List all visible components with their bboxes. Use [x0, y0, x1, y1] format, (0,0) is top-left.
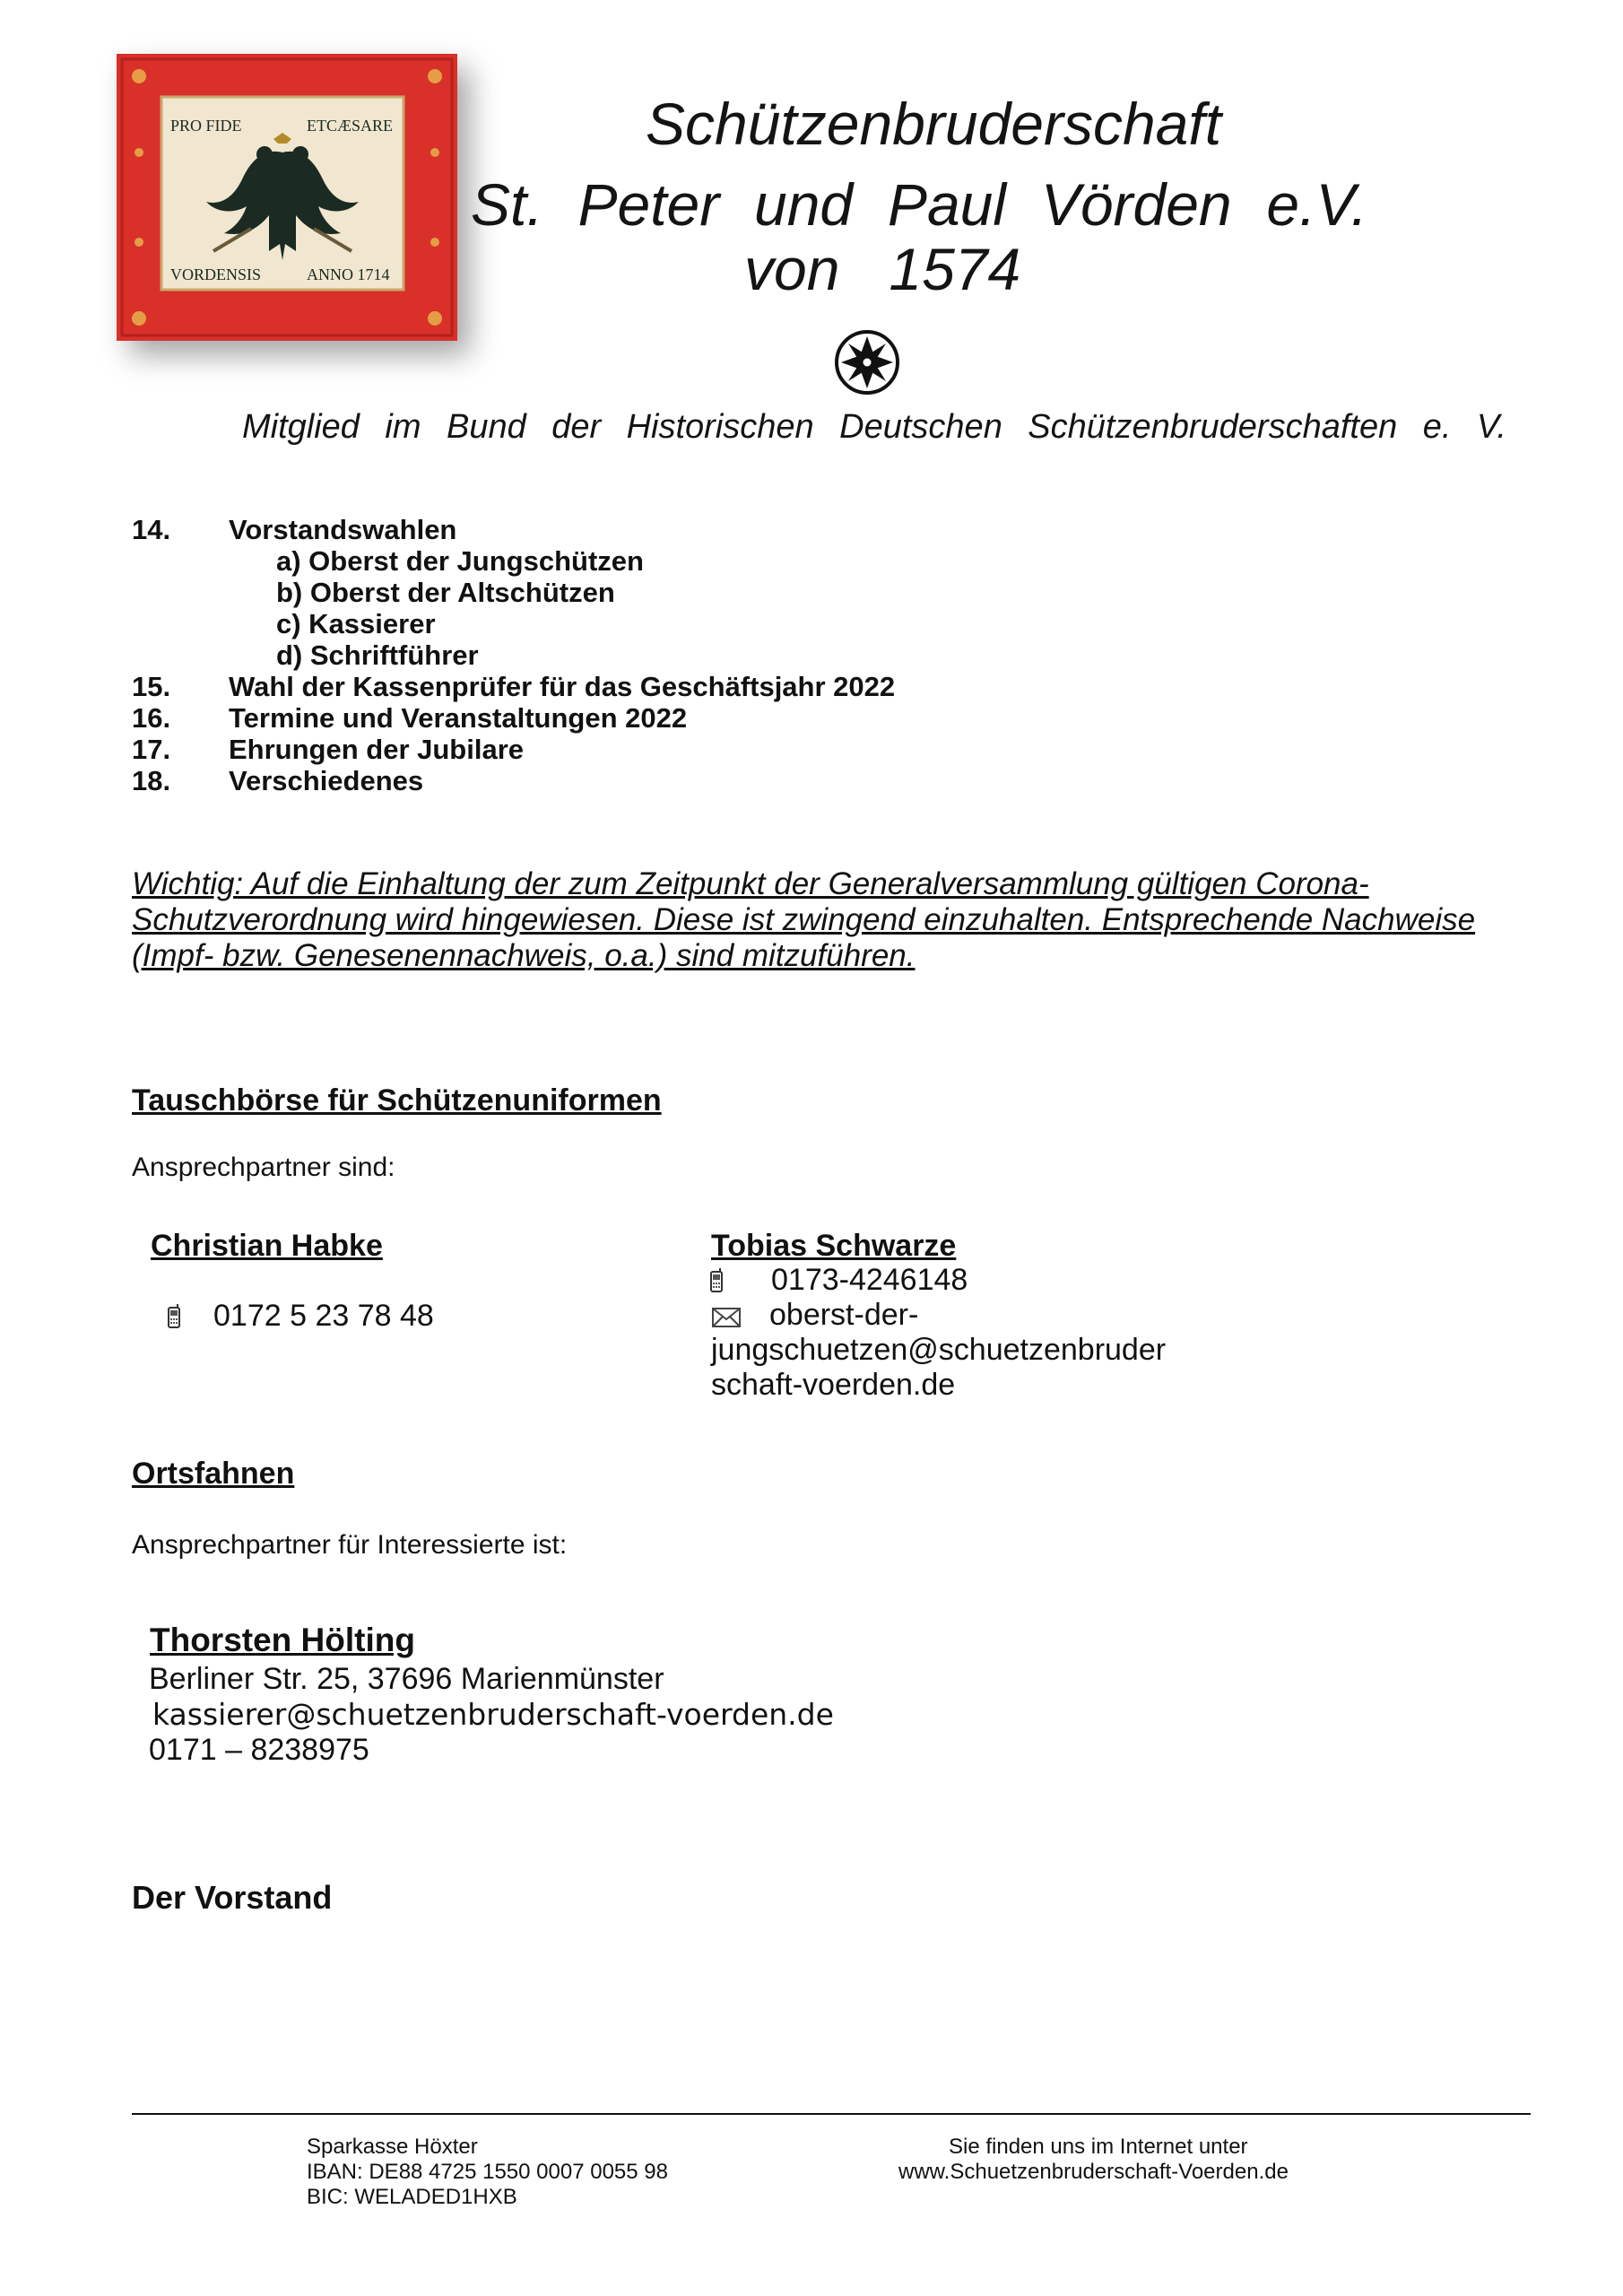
web-url[interactable]: www.Schuetzenbruderschaft-Voerden.de — [898, 2160, 1289, 2184]
ortsfahnen-heading: Ortsfahnen — [132, 1457, 295, 1491]
membership-word: Deutschen — [839, 408, 1002, 446]
ortsfahnen-intro: Ansprechpartner für Interessierte ist: — [132, 1530, 568, 1560]
bank-bic: BIC: WELADED1HXB — [307, 2185, 517, 2209]
banner-text-top-left: PRO FIDE — [170, 117, 242, 135]
agenda-item: Wahl der Kassenprüfer für das Geschäftsjahr 2022 — [229, 671, 896, 702]
footer-bank — [307, 2135, 668, 2210]
agenda-subitem: b) Oberst der Altschützen — [276, 577, 615, 608]
membership-word: Bund — [447, 408, 526, 446]
contact-name-habke: Christian Habke — [151, 1229, 383, 1263]
banner-text-top-right: ETCÆSARE — [307, 117, 394, 135]
association-title: Schützenbruderschaft — [646, 91, 1222, 157]
footer-divider — [132, 2113, 1531, 2115]
federation-cross-icon — [834, 329, 900, 396]
agenda-subitem: d) Schriftführer — [276, 639, 479, 671]
agenda-number: 17. — [132, 734, 171, 765]
agenda-number: 14. — [132, 514, 171, 545]
phone-hoelting: 0171 – 8238975 — [149, 1733, 369, 1767]
agenda-number: 15. — [132, 671, 171, 702]
corona-notice — [132, 866, 1513, 974]
agenda-number: 16. — [132, 702, 171, 734]
envelope-icon — [712, 1308, 741, 1327]
email-hoelting[interactable]: kassierer@schuetzenbruderschaft-voerden.de — [152, 1697, 834, 1732]
notice-line: Wichtig: Auf die Einhaltung der zum Zeitpunkt der Generalversammlung gültigen Corona- — [132, 866, 1369, 901]
mobile-phone-icon — [709, 1268, 724, 1293]
email-schwarze-part2[interactable]: jungschuetzen@schuetzenbruder — [711, 1333, 1167, 1367]
agenda-number: 18. — [132, 765, 171, 796]
title-word: St. — [471, 171, 543, 238]
membership-line — [242, 408, 1506, 447]
email-schwarze-part3[interactable]: schaft-voerden.de — [711, 1368, 956, 1402]
notice-line: (Impf- bzw. Genesenennachweis, o.a.) sind mitzuführen. — [132, 938, 916, 973]
membership-word: Schützenbruderschaften — [1028, 408, 1398, 446]
agenda-subitem: c) Kassierer — [276, 608, 436, 639]
notice-line: Schutzverordnung wird hingewiesen. Diese ist zwingend einzuhalten. Entsprechende Nachweise — [132, 902, 1476, 937]
footer-web — [898, 2135, 1289, 2185]
agenda-subitem: a) Oberst der Jungschützen — [276, 545, 644, 577]
bank-iban: IBAN: DE88 4725 1550 0007 0055 98 — [307, 2160, 668, 2184]
contact-name-schwarze: Tobias Schwarze — [711, 1229, 957, 1263]
contact-name-hoelting: Thorsten Hölting — [150, 1622, 415, 1658]
membership-word: der — [551, 408, 602, 446]
phone-schwarze: 0173-4246148 — [771, 1263, 968, 1297]
title-word: Paul — [887, 171, 1007, 238]
agenda-item: Verschiedenes — [229, 765, 424, 796]
bank-name: Sparkasse Höxter — [307, 2135, 478, 2159]
signature: Der Vorstand — [132, 1879, 333, 1916]
title-word: e.V. — [1266, 171, 1367, 238]
membership-word: Mitglied — [242, 408, 360, 446]
mobile-phone-icon — [167, 1304, 181, 1329]
agenda-item: Termine und Veranstaltungen 2022 — [229, 702, 688, 734]
uniform-exchange-heading: Tauschbörse für Schützenuniformen — [132, 1083, 662, 1118]
phone-habke: 0172 5 23 78 48 — [213, 1299, 434, 1333]
agenda-item: Ehrungen der Jubilare — [229, 734, 525, 765]
membership-word: V. — [1476, 408, 1506, 446]
web-intro: Sie finden uns im Internet unter — [949, 2135, 1248, 2159]
membership-word: Historischen — [626, 408, 814, 446]
email-schwarze-part1[interactable]: oberst-der- — [769, 1298, 919, 1332]
title-word: und — [754, 171, 854, 238]
association-name — [471, 170, 1367, 239]
membership-word: im — [385, 408, 421, 446]
membership-word: e. — [1422, 408, 1452, 446]
address-hoelting: Berliner Str. 25, 37696 Marienmünster — [149, 1662, 664, 1696]
founding-year: von 1574 — [744, 236, 1021, 302]
agenda-item: Vorstandswahlen — [229, 514, 457, 545]
uniform-exchange-intro: Ansprechpartner sind: — [132, 1152, 395, 1182]
banner-flag-image — [117, 54, 457, 341]
banner-text-bottom-left: VORDENSIS — [170, 265, 262, 283]
title-word: Peter — [577, 171, 720, 238]
banner-text-bottom-right: ANNO 1714 — [307, 265, 390, 283]
title-word: Vörden — [1040, 171, 1232, 238]
